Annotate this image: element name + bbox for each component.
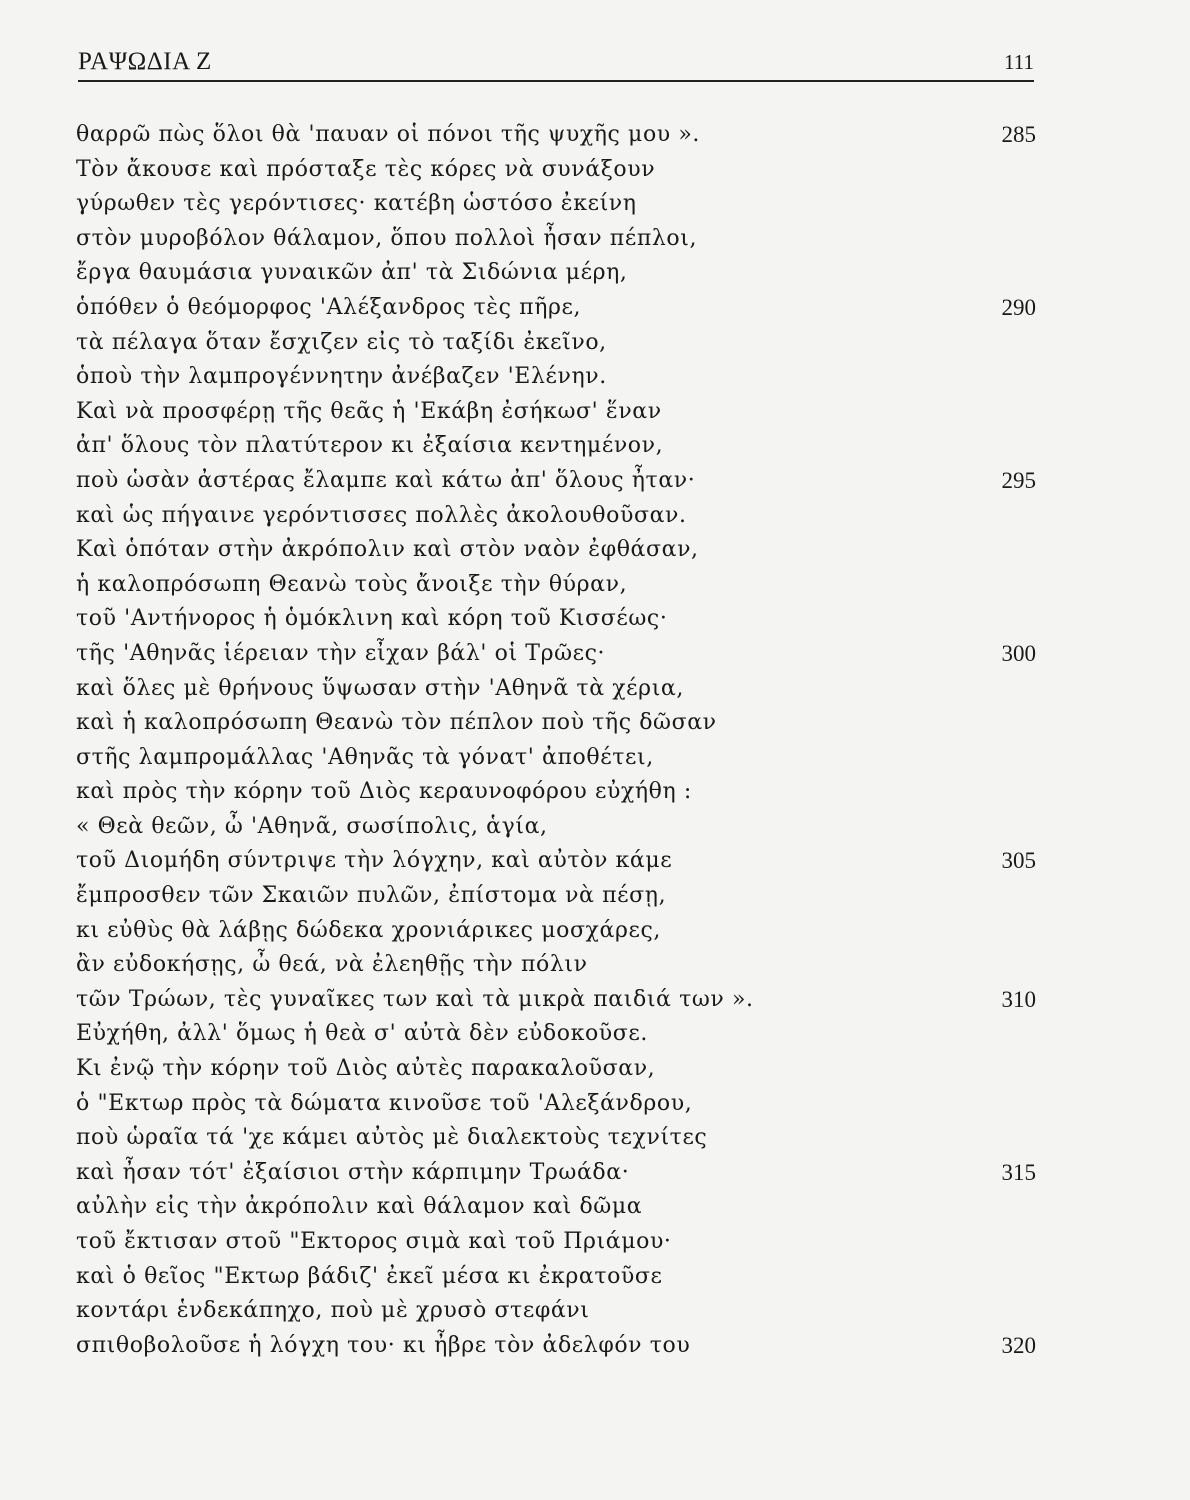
line-number: 295 [1001, 467, 1036, 493]
verse-line [76, 1329, 1036, 1364]
verse-text: Καὶ νὰ προσφέρῃ τῆς θεᾶς ἡ 'Εκάβη ἐσήκωσ' ἕναν [76, 398, 662, 424]
verse-text: αὐλὴν εἰς τὴν ἀκρόπολιν καὶ θάλαμον καὶ δῶμα [76, 1194, 643, 1220]
line-number: 290 [1001, 294, 1036, 320]
verse-line [76, 602, 1036, 637]
verse-text: « Θεὰ θεῶν, ὦ 'Αθηνᾶ, σωσίπολις, ἁγία, [76, 813, 548, 839]
verse-line [76, 464, 1036, 499]
verse-text: ὁπόθεν ὁ θεόμορφος 'Αλέξανδρος τὲς πῆρε, [76, 294, 582, 320]
verse-text: ἀπ' ὅλους τὸν πλατύτερον κι ἐξαίσια κεντημένον, [76, 433, 664, 459]
verse-text: τοῦ Διομήδη σύντριψε τὴν λόγχην, καὶ αὐτὸν κάμε [76, 848, 673, 874]
verse-line [76, 1260, 1036, 1295]
verse-line [76, 914, 1036, 949]
verse-text: ὁποὺ τὴν λαμπρογέννητην ἀνέβαζεν 'Ελένην. [76, 364, 607, 390]
verse-text: τοῦ ἔκτισαν στοῦ "Εκτορος σιμὰ καὶ τοῦ Πριάμου· [76, 1229, 672, 1254]
verse-line [76, 222, 1036, 257]
verse-line [76, 775, 1036, 810]
line-number: 285 [1001, 122, 1036, 147]
verse-text: τῆς 'Αθηνᾶς ἱέρειαν τὴν εἶχαν βάλ' οἱ Τρῶες· [76, 640, 606, 666]
verse-line [76, 1225, 1036, 1260]
verse-text: ἔμπροσθεν τῶν Σκαιῶν πυλῶν, ἐπίστομα νὰ πέσῃ, [76, 883, 667, 909]
verse-line [76, 810, 1036, 845]
verse-line [76, 706, 1036, 741]
verse-line [76, 1294, 1036, 1329]
verse-text: ἡ καλοπρόσωπη Θεανὼ τοὺς ἄνοιξε τὴν θύραν, [76, 571, 628, 597]
verse-line [76, 429, 1036, 464]
verse-text: σπιθοβολοῦσε ἡ λόγχη του· κι ἦβρε τὸν ἀδελφόν του [76, 1332, 691, 1358]
verse-text: ἂν εὐδοκήσῃς, ὦ θεά, νὰ ἐλεηθῇς τὴν πόλιν [76, 952, 588, 978]
verse-text: γύρωθεν τὲς γερόντισες· κατέβη ὡστόσο ἐκείνη [76, 191, 637, 217]
verse-line [76, 187, 1036, 222]
verse-line [76, 879, 1036, 914]
line-number: 305 [1001, 848, 1036, 874]
verse-line [76, 844, 1036, 879]
line-number: 315 [1001, 1159, 1036, 1185]
running-head [78, 44, 1034, 82]
verse-text: ποὺ ὡσὰν ἀστέρας ἔλαμπε καὶ κάτω ἀπ' ὅλους ἦταν· [76, 467, 696, 493]
verse-line [76, 1156, 1036, 1191]
verse-line [76, 360, 1036, 395]
verse-line [76, 637, 1036, 672]
verse-line [76, 983, 1036, 1018]
verse-text: τοῦ 'Αντήνορος ἡ ὁμόκλινη καὶ κόρη τοῦ Κισσέως· [76, 606, 668, 632]
verse-text: καὶ ἦσαν τότ' ἐξαίσιοι στὴν κάρπιμην Τρωάδα· [76, 1159, 630, 1185]
verse-line [76, 291, 1036, 326]
verse-text: κι εὐθὺς θὰ λάβῃς δώδεκα χρονιάρικες μοσχάρες, [76, 917, 661, 943]
verse-text: τῶν Τρώων, τὲς γυναῖκες των καὶ τὰ μικρὰ παιδιά των ». [76, 986, 754, 1012]
line-number: 310 [1001, 986, 1036, 1012]
verse-text: καὶ ὅλες μὲ θρήνους ὕψωσαν στὴν 'Αθηνᾶ τὰ χέρια, [76, 675, 684, 701]
verse-text: καὶ ὁ θεῖος "Εκτωρ βάδιζ' ἐκεῖ μέσα κι ἐκρατοῦσε [76, 1263, 663, 1289]
verse-text: καὶ ἡ καλοπρόσωπη Θεανὼ τὸν πέπλον ποὺ τῆς δῶσαν [76, 710, 717, 736]
verse-line [76, 1052, 1036, 1087]
verse-line [76, 118, 1036, 153]
verse-text: καὶ πρὸς τὴν κόρην τοῦ Διὸς κεραυνοφόρου εὐχήθη : [76, 779, 692, 805]
verse-text: ἔργα θαυμάσια γυναικῶν ἀπ' τὰ Σιδώνια μέρη, [76, 260, 628, 286]
verse-text: καὶ ὡς πήγαινε γερόντισσες πολλὲς ἀκολουθοῦσαν. [76, 502, 687, 528]
verse-line [76, 741, 1036, 776]
verse-text: Καὶ ὁπόταν στὴν ἀκρόπολιν καὶ στὸν ναὸν ἐφθάσαν, [76, 537, 699, 563]
verse-line [76, 568, 1036, 603]
verse-text: κοντάρι ἑνδεκάπηχο, ποὺ μὲ χρυσὸ στεφάνι [76, 1298, 590, 1324]
verse-text: ὁ "Εκτωρ πρὸς τὰ δώματα κινοῦσε τοῦ 'Αλεξάνδρου, [76, 1090, 693, 1116]
verse-text: θαρρῶ πὼς ὅλοι θὰ 'παυαν οἱ πόνοι τῆς ψυχῆς μου ». [76, 122, 701, 147]
verse-line [76, 499, 1036, 534]
verse-line [76, 1121, 1036, 1156]
verse-line [76, 1017, 1036, 1052]
verse-line [76, 1190, 1036, 1225]
verse-text: τὰ πέλαγα ὅταν ἔσχιζεν εἰς τὸ ταξίδι ἐκεῖνο, [76, 329, 607, 355]
verse-text: Κι ἐνῷ τὴν κόρην τοῦ Διὸς αὐτὲς παρακαλοῦσαν, [76, 1056, 656, 1082]
verse-list [76, 118, 1036, 1363]
line-number: 320 [1001, 1332, 1036, 1358]
verse-line [76, 326, 1036, 361]
verse-line [76, 948, 1036, 983]
verse-line [76, 533, 1036, 568]
verse-line [76, 672, 1036, 707]
verse-text: Τὸν ἄκουσε καὶ πρόσταξε τὲς κόρες νὰ συνάξουν [76, 156, 656, 182]
verse-text: στῆς λαμπρομάλλας 'Αθηνᾶς τὰ γόνατ' ἀποθέτει, [76, 744, 654, 770]
verse-line [76, 153, 1036, 188]
book-title: ΡΑΨΩΔΙΑ Ζ [78, 48, 212, 75]
verse-line [76, 395, 1036, 430]
verse-text: ποὺ ὡραῖα τά 'χε κάμει αὐτὸς μὲ διαλεκτοὺς τεχνίτες [76, 1125, 708, 1151]
verse-line [76, 256, 1036, 291]
line-number: 300 [1001, 640, 1036, 666]
verse-line [76, 1087, 1036, 1122]
verse-text: Εὐχήθη, ἀλλ' ὅμως ἡ θεὰ σ' αὐτὰ δὲν εὐδοκοῦσε. [76, 1021, 648, 1047]
verse-text: στὸν μυροβόλον θάλαμον, ὅπου πολλοὶ ἦσαν πέπλοι, [76, 225, 698, 251]
page-number: 111 [1004, 50, 1034, 74]
